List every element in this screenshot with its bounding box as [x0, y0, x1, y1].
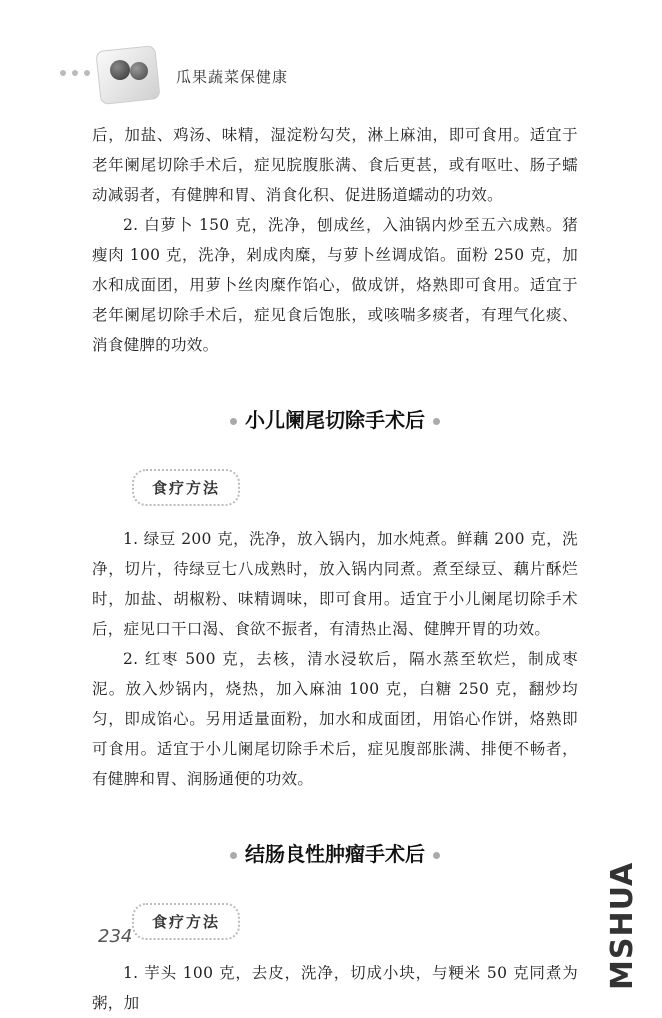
section-heading	[92, 404, 578, 433]
section-title-text: 结肠良性肿瘤手术后	[245, 842, 425, 866]
method-label-box: 食疗方法	[132, 903, 240, 940]
page-header	[60, 48, 360, 108]
paragraph: 1. 芋头 100 克，去皮，洗净，切成小块，与粳米 50 克同煮为粥，加	[92, 964, 578, 1012]
bullet-icon	[230, 418, 237, 425]
section-heading	[92, 838, 578, 867]
page-body	[92, 120, 578, 1018]
watermark-text: MSHUA	[605, 861, 640, 990]
paragraph: 2. 白萝卜 150 克，洗净，刨成丝，入油锅内炒至五六成熟。猪瘦肉 100 克，洗净，剁成肉糜，与萝卜丝调成馅。面粉 250 克，加水和成面团，用萝卜丝肉糜作馅心，做成饼，烙熟即可食用。适宜于老年阑尾切除手术后，症见食后饱胀，或咳喘多痰者，有理气化痰、消食健脾的功效。	[92, 216, 578, 354]
header-dots	[60, 70, 90, 76]
method-label-box: 食疗方法	[132, 469, 240, 506]
paragraph: 2. 红枣 500 克，去核，清水浸软后，隔水蒸至软烂，制成枣泥。放入炒锅内，烧热，加入麻油 100 克，白糖 250 克，翻炒均匀，即成馅心。另用适量面粉，加水和成面团，用馅心作饼，烙熟即可食用。适宜于小儿阑尾切除手术后，症见腹部胀满、排便不畅者，有健脾和胃、润肠通便的功效。	[92, 650, 578, 788]
bullet-icon	[230, 852, 237, 859]
fruit-icon	[130, 62, 148, 80]
dot-icon	[84, 70, 90, 76]
fruit-icon	[110, 60, 130, 80]
dot-icon	[72, 70, 78, 76]
page-number: 234	[98, 926, 133, 947]
bullet-icon	[433, 852, 440, 859]
running-header-title: 瓜果蔬菜保健康	[176, 68, 289, 86]
bullet-icon	[433, 418, 440, 425]
section-title-text: 小儿阑尾切除手术后	[245, 408, 425, 432]
paragraph: 1. 绿豆 200 克，洗净，放入锅内，加水炖煮。鲜藕 200 克，洗净，切片，待绿豆七八成熟时，放入锅内同煮。煮至绿豆、藕片酥烂时，加盐、胡椒粉、味精调味，即可食用。适宜于小儿阑尾切除手术后，症见口干口渴、食欲不振者，有清热止渴、健脾开胃的功效。	[92, 530, 578, 638]
dot-icon	[60, 70, 66, 76]
paragraph: 后，加盐、鸡汤、味精，湿淀粉勾芡，淋上麻油，即可食用。适宜于老年阑尾切除手术后，症见脘腹胀满、食后更甚，或有呕吐、肠子蠕动减弱者，有健脾和胃、消食化积、促进肠道蠕动的功效。	[92, 126, 578, 204]
